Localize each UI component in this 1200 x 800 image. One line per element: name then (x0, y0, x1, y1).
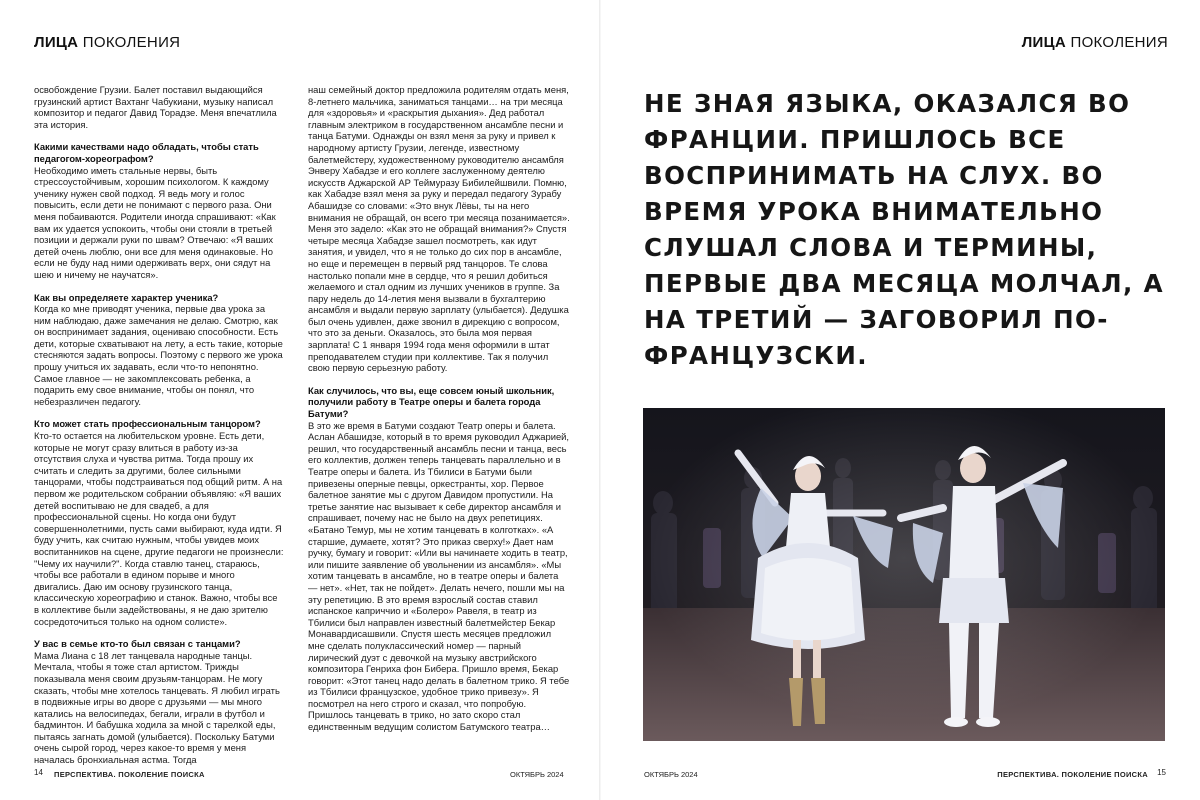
issue-date-right: ОКТЯБРЬ 2024 (644, 770, 698, 779)
interview-question: Кто может стать профессиональным танцором? (34, 418, 261, 430)
interview-question: У вас в семье кто-то был связан с танцами? (34, 638, 241, 650)
page-number-right: 15 (1157, 768, 1166, 777)
interview-answer: Мама Лиана с 18 лет танцевала народные танцы. Мечтала, чтобы я тоже стал артистом. Трижды показывала меня своим друзьям-танцорам. Не могу сказать, чтобы мне хотелось танцевать. Я любил играть в подвижные игры во дворе с друзьями — мы много катались на велосипедах, бегали, играли в футбол и бадминтон. И бабушка ходила за мной с тарелкой еды, пытаясь загнать домой (улыбается). Поскольку Батуми очень сырой город, через какое-то время у меня началась бронхиальная астма. Тогда (34, 649, 280, 766)
right-page (600, 0, 1200, 800)
header-bold: ЛИЦА (1021, 34, 1067, 51)
article-column-2 (308, 84, 570, 733)
page-number-left: 14 (34, 768, 43, 777)
issue-date-left: ОКТЯБРЬ 2024 (510, 770, 564, 779)
section-header-left (34, 34, 180, 51)
header-bold: ЛИЦА (34, 34, 79, 51)
pull-quote: НЕ ЗНАЯ ЯЗЫКА, ОКАЗАЛСЯ ВО ФРАНЦИИ. ПРИШЛОСЬ ВСЕ ВОСПРИНИМАТЬ НА СЛУХ. ВО ВРЕМЯ УРОКА ВНИМАТЕЛЬНО СЛУШАЛ СЛОВА И ТЕРМИНЫ, ПЕРВЫЕ ДВА МЕСЯЦА МОЛЧАЛ, А НА ТРЕТИЙ — ЗАГОВОРИЛ ПО-ФРАНЦУЗСКИ. (644, 89, 1164, 370)
magazine-title-right: ПЕРСПЕКТИВА. ПОКОЛЕНИЕ ПОИСКА (997, 770, 1148, 779)
magazine-title-left: ПЕРСПЕКТИВА. ПОКОЛЕНИЕ ПОИСКА (54, 770, 205, 779)
article-column-1 (34, 84, 284, 766)
section-header-right (1022, 34, 1168, 51)
interview-answer: Кто-то остается на любительском уровне. Есть дети, которые не могут сразу влиться в работу из-за отсутствия слуха и чувства ритма. Тогда прошу их считать и следить за другими, более сильными танцорами, чтобы подстраиваться под общий ритм. А на первом же родительском собрании объявляю: «Я ваших детей воспитываю не для свадеб, а для профессиональной сцены. Но когда они будут совершеннолетними, пусть сами выбирают, куда идти. Я буду учить, как считаю нужным, чтобы увидев моих воспитанников на сцене, другие педагоги не произнесли: "Чему их научили?". Когда ставлю танец, стараюсь, чтобы все работали в едином порыве и много двигались. Даю им основу грузинского танца, классическую хореографию и станок. Важно, чтобы все в коллективе были задействованы, я не даю зрителю сосредоточиться только на одном солисте». (34, 430, 284, 627)
interview-answer: Когда ко мне приводят ученика, первые два урока за ним наблюдаю, даже замечания не делаю. Смотрю, как он воспринимает задания, оцениваю способности. Есть дети, которые схватывают на лету, а есть такие, которые стесняются задать вопросы. Поэтому с первого же урока прошу учиться их задавать, если что-то непонятно. Самое главное — не закомплексовать ребенка, а подарить ему свое внимание, чтобы он понял, что небезразличен педагогу. (34, 303, 283, 407)
interview-question: Как вы определяете характер ученика? (34, 291, 219, 303)
interview-question: Как случилось, что вы, еще совсем юный школьник, получили работу в Театре оперы и балета города Батуми? (308, 384, 555, 420)
ballet-duet-photo (643, 408, 1165, 741)
header-rest: ПОКОЛЕНИЯ (1070, 34, 1168, 51)
interview-answer: освобождение Грузии. Балет поставил выдающийся грузинский артист Вахтанг Чабукиани, музыку написал композитор и педагог Давид Торадзе. Меня впечатлила эта история. (34, 84, 277, 130)
interview-answer: В это же время в Батуми создают Театр оперы и балета. Аслан Абашидзе, который в то время руководил Аджарией, решил, что государственный ансамбль песни и танца, весь его коллектив, должен теперь танцевать параллельно и в Театре оперы и балета. Из Тбилиси в Батуми были привезены оперные певцы, оркестранты, хор. Первое балетное занятие мы с другом Давидом пропустили. На третье занятие нас вызывает к себе директор ансамбля и спрашивает, почему нас не было на двух репетициях. «Батано Темур, мы не хотим танцевать в колготках». «А старшие, думаете, хотят? Это приказ сверху!» Дает нам ручку, бумагу и говорит: «Или вы начинаете ходить в театр, или пишите заявление об увольнении из ансамбля». «Мы хотим танцевать в ансамбле, но в театре оперы и балета — нет». «Нет, так не пойдет». Делать нечего, пошли мы на эту репетицию. В это время взрослый состав ставил испанское каприччио и «Болеро» Равеля, в театр из Тбилиси был направлен известный балетмейстер Бекар Монавардисашвили. Спустя шесть месяцев предложил мне сделать полуклассический номер — парный лирический дуэт с девочкой на музыку австрийского композитора Генриха фон Бибера. Пришло время, Бекар говорит: «Этот танец надо делать в балетном трико. Я тебе из Тбилиси французское, удобное трико привезу». Я посмотрел на него строго и сказал, что попробую. Пришлось танцевать в трико, но зато скоро стал единственным ведущим солистом Батумского театра… (308, 419, 570, 733)
interview-question: Какими качествами надо обладать, чтобы стать педагогом-хореографом? (34, 141, 259, 164)
interview-answer: наш семейный доктор предложила родителям отдать меня, 8-летнего мальчика, заниматься танцами… на три месяца для «здоровья» и «раскрытия дыхания». Дед работал главным электриком в государственном ансамбле песни и танца Батуми. Однажды он взял меня за руку и привел к народному артисту Грузии, легенде, известному балетмейстеру, художественному руководителю ансамбля Энверу Хабадзе и его коллеге заслуженному деятелю искусств Аджарской АР Теймуразу Бибилейшвили. Помню, как Хабадзе взял меня за руку и передал педагогу Зурабу Абашидзе со словами: «Это внук Лёвы, ты на него внимания не обращай, он всего три месяца позанимается». Меня это задело: «Как это не обращай внимания?» Спустя четыре месяца Хабадзе зашел посмотреть, как идут занятия, и увидел, что я не только до сих пор в ансамбле, но еще и перемещен в первый ряд танцоров. Те слова настолько попали мне в сердце, что я решил добиться желаемого и стал одним из лучших учеников в группе. За пару недель до 14-летия меня вызвали в бухгалтерию ансамбля и выдали первую зарплату (улыбается). Дедушка был очень удивлен, даже звонил в дирекцию с вопросом, что это за деньги. Оказалось, это была моя первая зарплата! С 1 января 1994 года меня оформили в штат преподавателем студии при коллективе. Так я получил свою первую серьезную работу. (308, 84, 570, 374)
header-rest: ПОКОЛЕНИЯ (82, 34, 181, 51)
interview-answer: Необходимо иметь стальные нервы, быть стрессоустойчивым, хорошим психологом. К каждому ученику нужен свой подход. Я ведь могу и голос повысить, если дети не понимают с первого раза. Они меня побаиваются. Родители иногда спрашивают: «Как вам их удается успокоить, чтобы они стояли в третьей позиции и держали руки по швам? Отвечаю: «Я ваших детей очень люблю, они все для меня одинаковые. Но если не буду над ними одерживать верх, они сядут на шею и ничему не научатся». (34, 164, 276, 280)
